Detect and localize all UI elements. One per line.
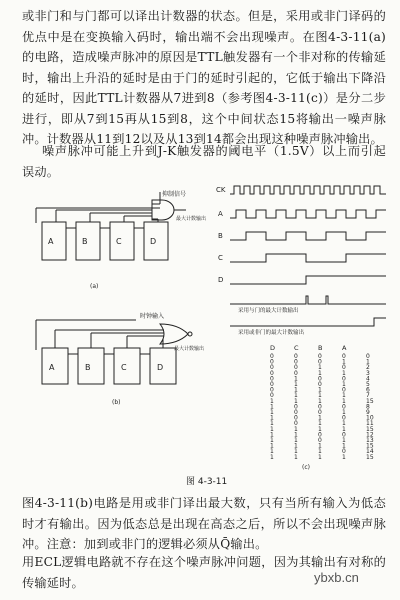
table-cell: 0 [294,353,298,360]
table-cell-count: 6 [366,386,370,394]
table-cell: 1 [294,442,298,450]
wave-label-c: C [218,254,223,262]
table-cell: 0 [270,369,274,377]
table-cell: 1 [342,420,346,428]
table-cell: 1 [294,453,298,461]
table-cell: 0 [342,431,346,439]
ff-label-d-b: D [157,363,164,372]
table-cell-count: 15 [366,397,374,405]
table-cell: 1 [342,392,346,400]
table-cell: 0 [294,364,298,372]
table-cell: 1 [342,397,346,405]
table-cell: 1 [294,386,298,394]
table-cell: 1 [270,420,274,428]
max-count-output-label-a: 最大计数输出 [176,216,207,222]
table-cell-count: 15 [366,453,374,461]
table-cell: 1 [294,425,298,433]
table-cell: 1 [294,437,298,444]
table-cell: 0 [318,409,322,416]
table-cell: 0 [318,381,322,388]
table-cell: 1 [294,431,298,439]
figure-caption: 图 4-3-11 [186,477,228,487]
table-cell: 0 [294,369,298,377]
table-cell: 1 [294,375,298,383]
table-cell: 1 [318,392,322,400]
table-cell: 0 [342,403,346,411]
table-cell-count: 3 [366,369,370,377]
table-cell: 1 [342,425,346,433]
clock-input-label: 时钟输入 [140,313,165,320]
note-nor-gate: 采用或非门的最大计数输出 [238,330,305,336]
table-cell: 1 [270,431,274,439]
watermark: ybxb.cn [314,570,359,585]
ff-label-c-b: C [121,363,127,372]
truth-table [270,353,374,461]
paragraph-3: 图4-3-11(b)电路是用或非门译出最大数，只有当所有输入为低态时才有输出。因为低态总是出现在高态之后，所以不会出现噪声脉冲。注意：加到或非门的逻辑必须从Q̄输出。 [22,496,386,551]
table-header-a: A [342,344,347,352]
table-cell: 0 [342,448,346,456]
wave-label-ck: CK [216,186,226,194]
circuit-diagram-a [28,188,207,296]
note-and-gate: 采用与门的最大计数输出 [238,308,299,314]
ff-label-b: B [82,237,88,246]
paragraph-4: 用ECL逻辑电路就不存在这个噪声脉冲问题，因为其输出有对称的传输延时。 [22,555,386,590]
table-cell: 0 [294,420,298,428]
table-cell-count: 15 [366,425,374,433]
table-cell-count: 11 [366,420,374,428]
ff-label-b-b: B [85,363,91,372]
table-cell: 1 [318,448,322,456]
inhibit-label: 抑制信号 [162,191,187,198]
subfigure-a-label: (a) [90,283,99,290]
ff-label-a-b: A [49,363,55,372]
table-cell-count: 14 [366,448,374,456]
ff-label-d: D [150,237,157,246]
wave-label-d: D [218,276,224,284]
table-cell: 1 [318,369,322,377]
table-cell: 0 [270,392,274,400]
table-cell: 1 [270,453,274,461]
table-cell: 0 [270,375,274,383]
table-cell: 0 [318,353,322,360]
table-cell-count: 8 [366,403,370,411]
table-cell: 1 [342,381,346,388]
table-cell: 1 [342,442,346,450]
table-cell: 1 [318,397,322,405]
table-cell: 1 [270,414,274,422]
table-cell: 1 [270,397,274,405]
ff-label-a: A [48,237,54,246]
table-header-d: D [270,344,276,352]
table-cell-count: 2 [366,364,370,372]
paragraph-1: 或非门和与门都可以译出计数器的状态。但是，采用或非门译码的优点中是在变换输入码时，输出端不会出现噪声。在图4-3-11(a)的电路，造成噪声脉冲的原因是TTL触发器有一个非对称的传输延时，输出上升沿的延时是由于门的延时引起的，它低于输出下降沿的延时，因此TTL计数器从7进到8（参考图4-3-11(c)）是分二步进行，即从7到15再从15到8，这个中间状态15将输出一噪声脉冲。计数器从11到12以及从13到14都会出现这种噪声脉冲输出。 [22,9,386,146]
table-header-b: B [318,344,323,352]
table-cell: 1 [318,453,322,461]
table-cell: 1 [342,437,346,444]
ff-label-c: C [116,237,122,246]
table-cell-count: 7 [366,392,370,400]
table-cell: 0 [294,414,298,422]
table-cell-count: 0 [366,353,370,360]
table-cell: 0 [342,353,346,360]
table-cell: 0 [294,403,298,411]
table-cell: 0 [270,381,274,388]
table-cell: 1 [342,409,346,416]
table-cell: 1 [318,420,322,428]
table-cell: 1 [270,448,274,456]
table-cell: 1 [294,448,298,456]
table-cell: 1 [294,392,298,400]
table-cell: 1 [294,397,298,405]
table-cell-count: 13 [366,437,374,444]
table-cell: 0 [342,375,346,383]
timing-diagram-c [214,180,394,470]
table-cell: 1 [270,403,274,411]
table-cell: 1 [270,442,274,450]
table-cell: 1 [318,414,322,422]
circuit-diagram-b [28,310,203,410]
table-cell: 1 [342,453,346,461]
table-cell: 0 [270,386,274,394]
table-cell: 1 [318,425,322,433]
subfigure-b-label: (b) [112,399,121,406]
wave-label-b: B [218,232,223,240]
table-cell: 0 [342,364,346,372]
table-cell: 0 [270,364,274,372]
table-cell-count: 10 [366,414,374,422]
table-cell: 0 [318,431,322,439]
table-cell: 1 [318,442,322,450]
table-cell-count: 9 [366,409,370,416]
table-cell-count: 5 [366,381,370,388]
max-count-output-label-b: 最大计数输出 [174,346,205,352]
table-cell: 0 [318,375,322,383]
table-cell: 0 [294,409,298,416]
table-cell: 1 [342,369,346,377]
table-cell-count: 12 [366,431,374,439]
table-cell: 0 [342,386,346,394]
table-cell: 0 [318,403,322,411]
table-cell: 0 [270,353,274,360]
table-cell: 1 [318,364,322,372]
table-cell: 1 [270,409,274,416]
table-cell-count: 1 [366,358,370,366]
table-cell: 1 [270,425,274,433]
table-cell-count: 4 [366,375,370,383]
paragraph-2: 噪声脉冲可能上升到J-K触发器的阈电平（1.5V）以上而引起误动。 [22,144,386,179]
table-cell: 1 [342,358,346,366]
table-cell: 1 [294,381,298,388]
table-cell: 0 [270,358,274,366]
table-cell: 0 [342,414,346,422]
table-header-c: C [294,344,299,352]
table-cell: 1 [318,386,322,394]
table-cell: 1 [270,437,274,444]
table-cell: 0 [294,358,298,366]
table-cell: 0 [318,437,322,444]
wave-label-a: A [218,210,223,218]
table-cell: 0 [318,358,322,366]
table-cell-count: 15 [366,442,374,450]
subfigure-c-label: (c) [302,464,310,471]
